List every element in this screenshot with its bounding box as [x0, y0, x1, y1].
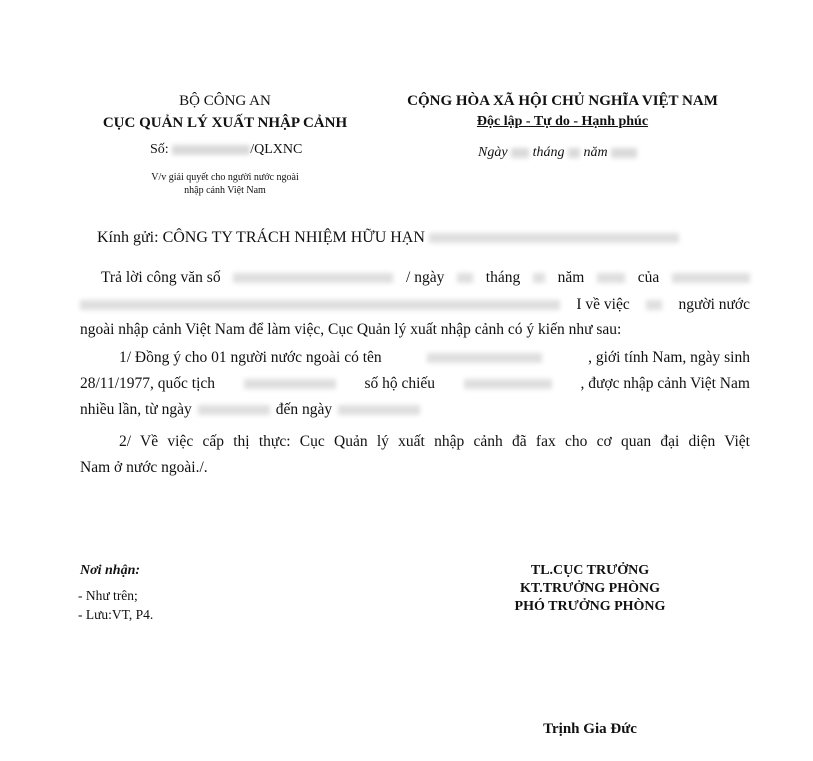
- recipient-label: Kính gửi: CÔNG TY TRÁCH NHIỆM HỮU HẠN: [97, 229, 425, 246]
- p1-text-e: của: [637, 269, 660, 286]
- redacted-ref-month: [533, 273, 545, 283]
- paragraph-1-line-1: [101, 269, 750, 287]
- paragraph-2-line-3: [80, 401, 420, 419]
- redacted-day: [511, 148, 529, 158]
- redacted-person-count: [646, 300, 662, 310]
- redacted-person-name: [427, 353, 542, 363]
- subject-line-2: nhập cảnh Việt Nam: [184, 185, 266, 196]
- country-name: CỘNG HÒA XÃ HỘI CHỦ NGHĨA VIỆT NAM: [407, 93, 718, 109]
- recipient-item-1: - Như trên;: [78, 588, 138, 603]
- redacted-year: [611, 148, 637, 158]
- p1-text-f: I về việc: [576, 296, 630, 313]
- national-motto: Độc lập - Tự do - Hạnh phúc: [476, 114, 649, 129]
- signer-name: Trịnh Gia Đức: [543, 721, 637, 737]
- date-nam-label: năm: [583, 145, 608, 160]
- department-name: CỤC QUẢN LÝ XUẤT NHẬP CẢNH: [102, 115, 348, 131]
- redacted-ref-day: [457, 273, 473, 283]
- p2-text-f: nhiều lần, từ ngày: [80, 401, 192, 418]
- paragraph-1-line-2: [80, 296, 750, 314]
- p1-text-d: năm: [557, 269, 585, 286]
- redacted-company-start: [672, 273, 750, 283]
- signature-title-2: KT.TRƯỞNG PHÒNG: [520, 581, 660, 596]
- redacted-number: [172, 145, 250, 155]
- redacted-nationality: [244, 379, 336, 389]
- p1-text-g: người nước: [678, 296, 750, 313]
- paragraph-3-line-1: 2/ Về việc cấp thị thực: Cục Quản lý xuất nhập cảnh đã fax cho cơ quan đại diện Việt: [119, 433, 750, 450]
- p2-text-a: 1/ Đồng ý cho 01 người nước ngoài có tên: [119, 349, 382, 366]
- p1-text-b: / ngày: [406, 269, 445, 286]
- paragraph-2-line-1: [119, 349, 750, 367]
- p2-text-d: số hộ chiếu: [364, 375, 436, 392]
- p2-text-c: 28/11/1977, quốc tịch: [80, 375, 216, 392]
- redacted-month: [568, 148, 580, 158]
- redacted-company-continued: [80, 300, 560, 310]
- document-date: [478, 145, 637, 161]
- recipients-title: Nơi nhận:: [80, 563, 141, 578]
- redacted-start-date: [198, 405, 270, 415]
- number-prefix: Số:: [150, 142, 169, 157]
- signature-title-3: PHÓ TRƯỞNG PHÒNG: [514, 599, 666, 614]
- p1-text-a: Trả lời công văn số: [101, 269, 221, 286]
- recipient-item-2: - Lưu:VT, P4.: [78, 607, 154, 622]
- p1-text-c: tháng: [485, 269, 521, 286]
- p2-text-g: đến ngày: [275, 401, 333, 418]
- p2-text-b: , giới tính Nam, ngày sinh: [588, 349, 750, 366]
- ministry-name: BỘ CÔNG AN: [179, 93, 271, 109]
- p2-text-e: , được nhập cảnh Việt Nam: [580, 375, 750, 392]
- paragraph-2-line-2: [80, 375, 750, 393]
- redacted-ref-year: [597, 273, 625, 283]
- redacted-ref-number: [233, 273, 393, 283]
- date-thang-label: tháng: [532, 145, 565, 160]
- date-ngay-label: Ngày: [478, 145, 508, 160]
- redacted-company-name: [429, 233, 679, 243]
- signature-title-1: TL.CỤC TRƯỞNG: [530, 563, 650, 578]
- paragraph-1-line-3: ngoài nhập cảnh Việt Nam để làm việc, Cục Quản lý xuất nhập cảnh có ý kiến như sau:: [80, 321, 622, 338]
- number-suffix: /QLXNC: [250, 142, 303, 157]
- paragraph-3-line-2: Nam ở nước ngoài./.: [80, 459, 208, 476]
- subject-line-1: V/v giải quyết cho người nước ngoài: [151, 172, 299, 183]
- recipient-line: [97, 229, 679, 247]
- redacted-passport: [464, 379, 552, 389]
- document-number: [150, 142, 302, 158]
- redacted-end-date: [338, 405, 420, 415]
